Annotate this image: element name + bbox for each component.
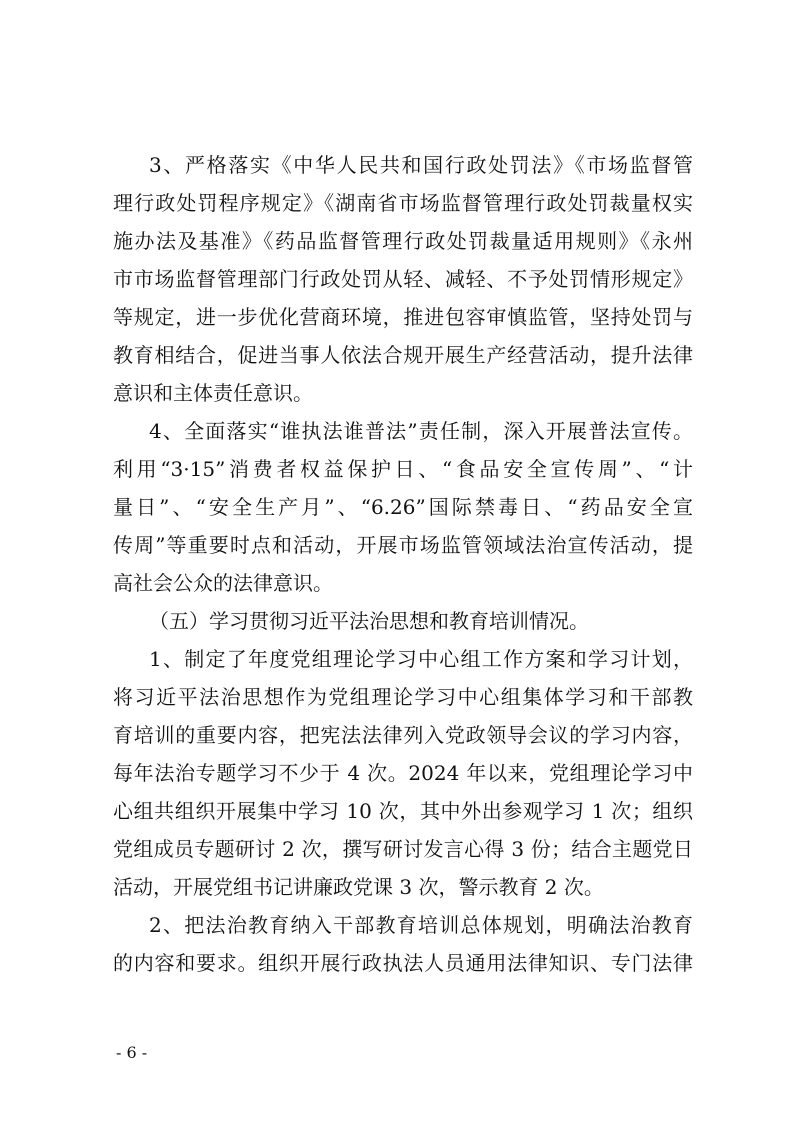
paragraph-3-line-5: 等规定，进一步优化营商环境，推进包容审慎监管，坚持处罚与	[113, 305, 693, 329]
paragraph-1-line-6: 党组成员专题研讨 2 次，撰写研讨发言心得 3 份；结合主题党日	[113, 837, 693, 861]
paragraph-4-line-3: 量日”、“安全生产月”、“6.26”国际禁毒日、“药品安全宣	[113, 495, 693, 519]
paragraph-1-line-4: 每年法治专题学习不少于 4 次。2024 年以来，党组理论学习中	[113, 761, 693, 785]
section-heading: （五）学习贯彻习近平法治思想和教育培训情况。	[149, 609, 589, 633]
paragraph-2-line-2: 的内容和要求。组织开展行政执法人员通用法律知识、专门法律	[113, 951, 693, 975]
paragraph-4-line-2: 利用“3·15”消费者权益保护日、“食品安全宣传周”、“计	[113, 457, 693, 481]
page-number: - 6 -	[116, 1043, 148, 1062]
paragraph-1-line-7: 活动，开展党组书记讲廉政党课 3 次，警示教育 2 次。	[113, 875, 604, 899]
paragraph-3-line-3: 施办法及基准》《药品监督管理行政处罚裁量适用规则》《永州	[113, 229, 693, 253]
paragraph-3-line-4: 市市场监督管理部门行政处罚从轻、减轻、不予处罚情形规定》	[113, 267, 693, 291]
paragraph-2-line-1: 2、把法治教育纳入干部教育培训总体规划，明确法治教育	[149, 913, 693, 937]
paragraph-3-line-2: 理行政处罚程序规定》《湖南省市场监督管理行政处罚裁量权实	[113, 191, 693, 215]
paragraph-4-line-1: 4、全面落实“谁执法谁普法”责任制，深入开展普法宣传。	[149, 419, 693, 443]
paragraph-4-line-5: 高社会公众的法律意识。	[113, 571, 333, 595]
paragraph-4-line-4: 传周”等重要时点和活动，开展市场监管领域法治宣传活动，提	[113, 533, 693, 557]
body-text	[113, 146, 693, 982]
paragraph-1-line-2: 将习近平法治思想作为党组理论学习中心组集体学习和干部教	[113, 685, 693, 709]
paragraph-3-line-1: 3、严格落实《中华人民共和国行政处罚法》《市场监督管	[149, 153, 693, 177]
paragraph-3-line-7: 意识和主体责任意识。	[113, 381, 313, 405]
paragraph-1-line-5: 心组共组织开展集中学习 10 次，其中外出参观学习 1 次；组织	[113, 799, 693, 823]
paragraph-3-line-6: 教育相结合，促进当事人依法合规开展生产经营活动，提升法律	[113, 343, 693, 367]
paragraph-1-line-1: 1、制定了年度党组理论学习中心组工作方案和学习计划，	[149, 647, 693, 671]
paragraph-1-line-3: 育培训的重要内容，把宪法法律列入党政领导会议的学习内容，	[113, 723, 693, 747]
